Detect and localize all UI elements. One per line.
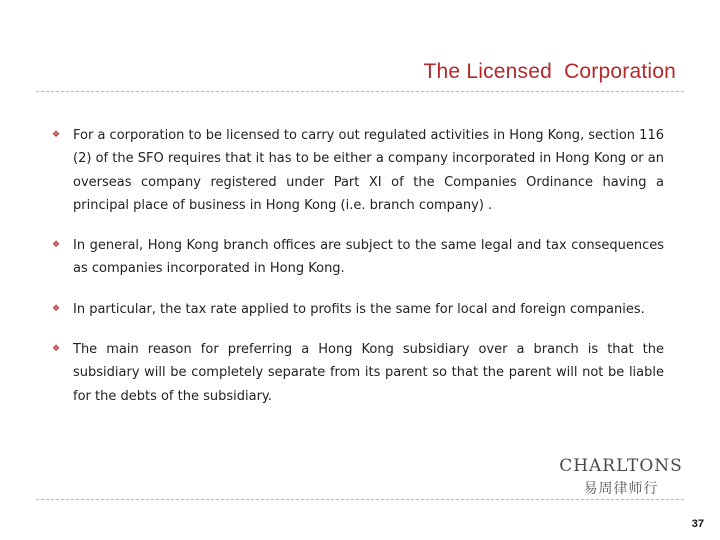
bullet-item: [52, 338, 664, 408]
bullet-list: [52, 124, 664, 425]
top-divider: [36, 91, 684, 92]
bullet-text: For a corporation to be licensed to carry out regulated activities in Hong Kong, section 116 (2) of the SFO requires that it has to be either a company incorporated in Hong Kong or an overseas company registered under Part XI of the Companies Ordinance having a principal place of business in Hong Kong (i.e. branch company) .: [73, 128, 664, 213]
diamond-bullet-icon: ❖: [52, 130, 61, 140]
page-number: 37: [691, 518, 704, 530]
logo-name-english: CHARLTONS: [559, 456, 683, 476]
charltons-logo: [558, 452, 684, 498]
bullet-item: [52, 234, 664, 281]
diamond-bullet-icon: ❖: [52, 303, 61, 314]
diamond-bullet-icon: ❖: [52, 344, 61, 355]
bullet-text: In general, Hong Kong branch offices are subject to the same legal and tax consequences as companies incorporated in Hong Kong.: [73, 238, 664, 277]
logo-name-chinese: 易周律师行: [583, 481, 659, 497]
bullet-item: [52, 124, 664, 217]
slide-title: The Licensed Corporation: [423, 60, 676, 83]
bullet-item: [52, 298, 664, 321]
bullet-text: In particular, the tax rate applied to profits is the same for local and foreign companies.: [73, 301, 645, 317]
bullet-text: The main reason for preferring a Hong Kong subsidiary over a branch is that the subsidiary will be completely separate from its parent so that the parent will not be liable for the debts of the subsidiary.: [73, 342, 664, 404]
bottom-divider: [36, 499, 684, 500]
diamond-bullet-icon: ❖: [52, 240, 61, 251]
